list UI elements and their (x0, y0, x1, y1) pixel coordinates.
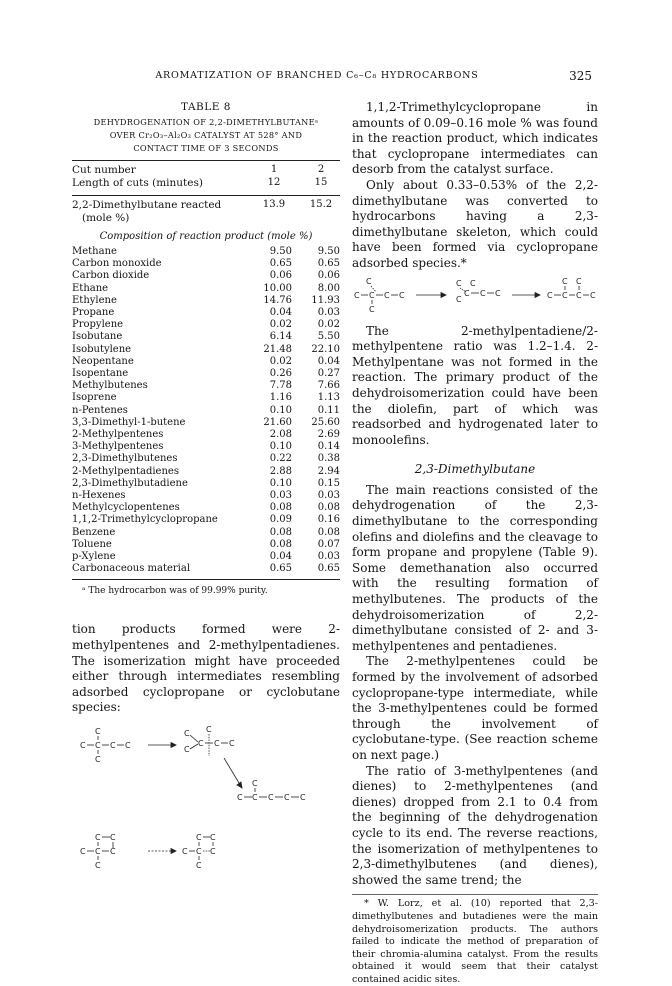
cut1-value: 10.00 (263, 282, 292, 294)
carbon-atom: C (252, 793, 258, 803)
intermediate-skeleton-1 (184, 725, 235, 756)
compound-name: Benzene (72, 526, 116, 538)
cut2-value: 2.69 (317, 429, 340, 441)
table-caption-line: CONTACT TIME OF 3 SECONDS (133, 143, 279, 153)
carbon-atom: C (80, 741, 86, 751)
compound-name: n-Pentenes (72, 404, 128, 416)
product-skeleton-2-methylpentane (237, 779, 306, 802)
running-title: AROMATIZATION OF BRANCHED C₆–C₈ HYDROCARBONS (155, 70, 479, 81)
table-row (72, 283, 340, 295)
paragraph: The 2-methylpentenes could be formed by the involvement of adsorbed cyclopropane-type intermediate, while the 3-methylpentenes could be formed through the involvement of cyclobutane-type. (See reaction scheme on next page.) (352, 654, 598, 762)
compound-name: p-Xylene (72, 551, 116, 563)
compound-name: Methylbutenes (72, 380, 148, 392)
cut1-value: 0.10 (269, 477, 292, 489)
cut2-value: 25.60 (311, 416, 340, 428)
cut1-value: 7.78 (269, 380, 292, 392)
carbon-atom: C (480, 288, 486, 298)
cut2-value: 7.66 (317, 380, 340, 392)
table-caption-line: OVER Cr₂O₃–Al₂O₃ CATALYST AT 528° AND (109, 130, 303, 140)
compound-name: Isobutane (72, 331, 123, 343)
compound-name: Isoprene (72, 392, 117, 404)
cut1-value: 0.03 (269, 490, 292, 502)
carbon-atom: C (95, 847, 101, 857)
cut1-value: 0.10 (269, 404, 292, 416)
cut2-value: 22.10 (311, 343, 340, 355)
cut1-value: 2.08 (269, 429, 292, 441)
carbon-atom: C (214, 739, 220, 749)
cut1-value: 21.48 (263, 343, 292, 355)
right-text-block-1 (352, 100, 598, 272)
cut2-value: 0.03 (317, 307, 340, 319)
table-row (72, 356, 340, 368)
cut2-value: 0.16 (317, 514, 340, 526)
carbon-atom: C (182, 847, 188, 857)
cut1-value: 2.88 (269, 465, 292, 477)
table-row (72, 246, 340, 258)
right-column (352, 100, 598, 986)
compound-name: 2-Methylpentadienes (72, 465, 179, 477)
cut2-value: 0.08 (317, 502, 340, 514)
paragraph: Only about 0.33–0.53% of the 2,2-dimethylbutane was converted to hydrocarbons having a 2,3-dimethylbutane skeleton, which could have been formed via cyclopropane adsorbed species.* (352, 177, 598, 270)
arrowhead (171, 849, 176, 854)
table-row (72, 502, 340, 514)
cut2-value: 0.38 (317, 453, 340, 465)
cut1-value: 0.08 (269, 502, 292, 514)
intermediate-skeleton-2 (182, 833, 216, 870)
table-row (72, 295, 340, 307)
carbon-atom: C (384, 290, 390, 300)
paragraph: The main reactions consisted of the dehydrogenation of the 2,3-dimethylbutane to the corresponding olefins and diolefins and the cleavage to form propane and propylene (Table 9). Some demethanation also occurred with the resulting formation of methylbutenes. The products of the dehydroisomerization of 2,2-dimethylbutane consisted of 2- and 3-methylpentenes and pentadienes. (352, 482, 598, 653)
arrowhead (441, 292, 446, 297)
table-bottom-rule (72, 579, 340, 580)
compound-name: 3,3-Dimethyl-1-butene (72, 416, 186, 428)
carbon-atom: C (576, 290, 582, 300)
cut2-value: 0.65 (317, 258, 340, 270)
compound-name: Carbon dioxide (72, 270, 150, 282)
compound-name: Carbonaceous material (72, 563, 191, 575)
table-row (72, 307, 340, 319)
table-row (72, 392, 340, 404)
compound-name: 2,3-Dimethylbutadiene (72, 477, 188, 489)
reacted-2: 15.2 (309, 199, 333, 210)
compound-name: Propylene (72, 319, 124, 331)
carbon-atom: C (300, 793, 306, 803)
cut2-value: 11.93 (311, 294, 340, 306)
table-row (72, 563, 340, 575)
table-row (72, 514, 340, 526)
compound-name: Toluene (72, 538, 112, 550)
cut-length-label: Length of cuts (minutes) (72, 177, 203, 189)
carbon-atom: C (198, 739, 204, 749)
table-row (72, 258, 340, 270)
carbon-atom: C (562, 290, 568, 300)
table-row (72, 380, 340, 392)
arrowhead (535, 292, 540, 297)
compound-name: Neopentane (72, 355, 134, 367)
cut1-value: 0.08 (269, 538, 292, 550)
cut1-value: 6.14 (269, 331, 292, 343)
cut1-value: 0.09 (269, 514, 292, 526)
carbon-atom: C (184, 729, 190, 739)
carbon-atom: C (210, 833, 216, 843)
compound-name: Ethylene (72, 294, 117, 306)
cut2-value: 0.11 (317, 404, 340, 416)
cut1-value: 0.26 (269, 368, 292, 380)
compound-name: Methylcyclopentenes (72, 502, 180, 514)
page-number: 325 (569, 69, 592, 83)
cut-number-label: Cut number (72, 164, 136, 176)
table-row (72, 453, 340, 465)
cut2-value: 0.08 (317, 526, 340, 538)
paragraph: 1,1,2-Trimethylcyclopropane in amounts of 0.09–0.16 mole % was found in the reaction product, which indicates that cyclopropane intermediates can desorb from the catalyst surface. (352, 100, 598, 177)
table-row (72, 429, 340, 441)
cut2-value: 9.50 (317, 246, 340, 257)
cut-length-2: 15 (314, 177, 328, 188)
table-row (72, 551, 340, 563)
cut1-value: 0.22 (269, 453, 292, 465)
cut1-value: 0.65 (269, 258, 292, 270)
cut1-value: 0.02 (269, 355, 292, 367)
composition-heading: Composition of reaction product (mole %) (99, 231, 313, 242)
table-row (72, 368, 340, 380)
cut2-value: 1.13 (317, 392, 340, 404)
arrowhead (237, 782, 242, 788)
carbon-atom: C (590, 290, 596, 300)
carbon-atom: C (196, 833, 202, 843)
carbon-atom: C (252, 779, 258, 789)
cut2-value: 0.65 (317, 563, 340, 575)
carbon-atom: C (237, 793, 243, 803)
cut1-value: 9.50 (269, 246, 292, 257)
product-skeleton-23dmb (547, 277, 596, 300)
carbon-atom: C (456, 294, 462, 304)
carbon-atom: C (95, 833, 101, 843)
carbon-atom: C (95, 741, 101, 751)
cut1-value: 14.76 (263, 294, 292, 306)
table-row (72, 331, 340, 343)
carbon-atom: C (456, 278, 462, 288)
cut1-value: 0.06 (269, 270, 292, 282)
table-row (72, 478, 340, 490)
carbon-atom: C (354, 290, 360, 300)
compound-name: Propane (72, 307, 115, 319)
carbon-atom: C (95, 727, 101, 737)
table-row (72, 344, 340, 356)
carbon-atom: C (210, 847, 216, 857)
cut1-value: 0.04 (269, 307, 292, 319)
cut2-value: 0.02 (317, 319, 340, 331)
right-text-block-2 (352, 324, 598, 889)
carbon-atom: C (206, 725, 212, 735)
carbon-atom: C (284, 793, 290, 803)
table-mid-rule (72, 195, 340, 196)
carbon-atom: C (110, 847, 116, 857)
table-footnote: ᵃ The hydrocarbon was of 99.99% purity. (82, 586, 268, 597)
table-row (72, 405, 340, 417)
left-column (72, 100, 340, 876)
reacted-label (72, 199, 246, 225)
footnote: * W. Lorz, et al. (10) reported that 2,3-dimethylbutenes and butadienes were the main dehydroisomerization products. The authors failed to indicate the method of preparation of their chromia-alumina catalyst. From the results obtained it would seem that their catalyst contained acidic sites. (352, 894, 598, 986)
compound-name: 3-Methylpentenes (72, 441, 164, 453)
cut1-value: 1.16 (269, 392, 292, 404)
table-row (72, 527, 340, 539)
carbon-atom: C (562, 276, 568, 286)
compound-name: Isopentane (72, 368, 129, 380)
cut-number-1: 1 (270, 164, 278, 175)
table-row (72, 319, 340, 331)
reacted-row (72, 199, 340, 225)
cut2-value: 0.07 (317, 538, 340, 550)
carbon-atom: C (125, 741, 131, 751)
cut-length-1: 12 (267, 177, 281, 188)
carbon-atom: C (366, 276, 372, 286)
table-top-rule (72, 160, 340, 161)
carbon-atom: C (495, 288, 501, 298)
left-paragraph: tion products formed were 2-methylpentenes and 2-methylpentadienes. The isomerization might have proceeded either through intermediates resembling adsorbed cyclopropane or cyclobutane species: (72, 622, 340, 715)
section-title: 2,3-Dimethylbutane (414, 462, 536, 477)
table-caption (72, 116, 340, 155)
paragraph: The ratio of 3-methylpentenes (and dienes) to 2-methylpentenes (and dienes) dropped from 2.1 to 0.4 from the beginning of the dehydrogenation cycle to its end. The reverse reactions, the isomerization of methylpentenes to 2,3-dimethylbutenes (and dienes), showed the same trend; the (352, 763, 598, 887)
table-caption-line: DEHYDROGENATION OF 2,2-DIMETHYLBUTANEᵃ (93, 117, 319, 127)
carbon-atom: C (110, 833, 116, 843)
table-row (72, 441, 340, 453)
cut2-value: 0.06 (317, 270, 340, 282)
carbon-atom: C (95, 861, 101, 871)
table-row (72, 270, 340, 282)
carbon-atom: C (576, 276, 582, 286)
carbon-atom: C (369, 304, 375, 314)
table-body (72, 246, 340, 575)
carbon-atom: C (184, 745, 190, 755)
carbon-atom: C (80, 847, 86, 857)
cut2-value: 0.15 (317, 477, 340, 489)
compound-name: Methane (72, 246, 117, 257)
cut1-value: 0.02 (269, 319, 292, 331)
table-header-row (72, 177, 340, 190)
cut2-value: 0.14 (317, 441, 340, 453)
cut2-value: 0.27 (317, 368, 340, 380)
carbon-atom: C (196, 847, 202, 857)
carbon-atom: C (268, 793, 274, 803)
cut2-value: 5.50 (317, 331, 340, 343)
compound-name: n-Hexenes (72, 490, 126, 502)
reactant-skeleton-22dmb (354, 277, 405, 314)
compound-name: 1,1,2-Trimethylcyclopropane (72, 514, 218, 526)
reacted-1: 13.9 (262, 199, 286, 210)
cut1-value: 0.65 (269, 563, 292, 575)
cyclopropane-intermediate (456, 279, 501, 304)
table-header-row (72, 164, 340, 177)
reactant-skeleton-1 (80, 727, 131, 764)
compound-name: Isobutylene (72, 343, 132, 355)
cut2-value: 0.04 (317, 355, 340, 367)
table-row (72, 490, 340, 502)
paragraph: The 2-methylpentadiene/2-methylpentene ratio was 1.2–1.4. 2-Methylpentane was not formed in the reaction. The primary product of the dehydroisomerization could have been the diolefin, part of which was readsorbed and hydrogenated later to monoolefins. (352, 323, 598, 447)
table-row (72, 417, 340, 429)
table-row (72, 539, 340, 551)
cyclopropane-scheme (352, 272, 598, 324)
compound-name: Carbon monoxide (72, 258, 162, 270)
running-header (72, 70, 592, 84)
cut1-value: 0.04 (269, 551, 292, 563)
reacted-label-line1: 2,2-Dimethylbutane reacted (72, 199, 222, 211)
carbon-atom: C (95, 755, 101, 765)
isomerization-scheme (72, 716, 340, 876)
carbon-atom: C (196, 861, 202, 871)
cut2-value: 0.03 (317, 490, 340, 502)
cut1-value: 0.10 (269, 441, 292, 453)
table-row (72, 466, 340, 478)
reactant-skeleton-2 (80, 833, 116, 870)
compound-name: Ethane (72, 282, 109, 294)
carbon-atom: C (229, 739, 235, 749)
compound-name: 2,3-Dimethylbutenes (72, 453, 178, 465)
carbon-atom: C (399, 290, 405, 300)
carbon-atom: C (464, 288, 470, 298)
cut2-value: 8.00 (317, 282, 340, 294)
table-label: TABLE 8 (181, 101, 231, 113)
cut1-value: 21.60 (263, 416, 292, 428)
cut1-value: 0.08 (269, 526, 292, 538)
carbon-atom: C (547, 290, 553, 300)
reacted-label-line2: (mole %) (82, 212, 130, 224)
left-paragraph-block (72, 622, 340, 716)
compound-name: 2-Methylpentenes (72, 429, 164, 441)
arrowhead (171, 743, 176, 748)
cut2-value: 2.94 (317, 465, 340, 477)
carbon-atom: C (369, 290, 375, 300)
cut2-value: 0.03 (317, 551, 340, 563)
cut-number-2: 2 (317, 164, 325, 175)
carbon-atom: C (470, 278, 476, 288)
carbon-atom: C (110, 741, 116, 751)
